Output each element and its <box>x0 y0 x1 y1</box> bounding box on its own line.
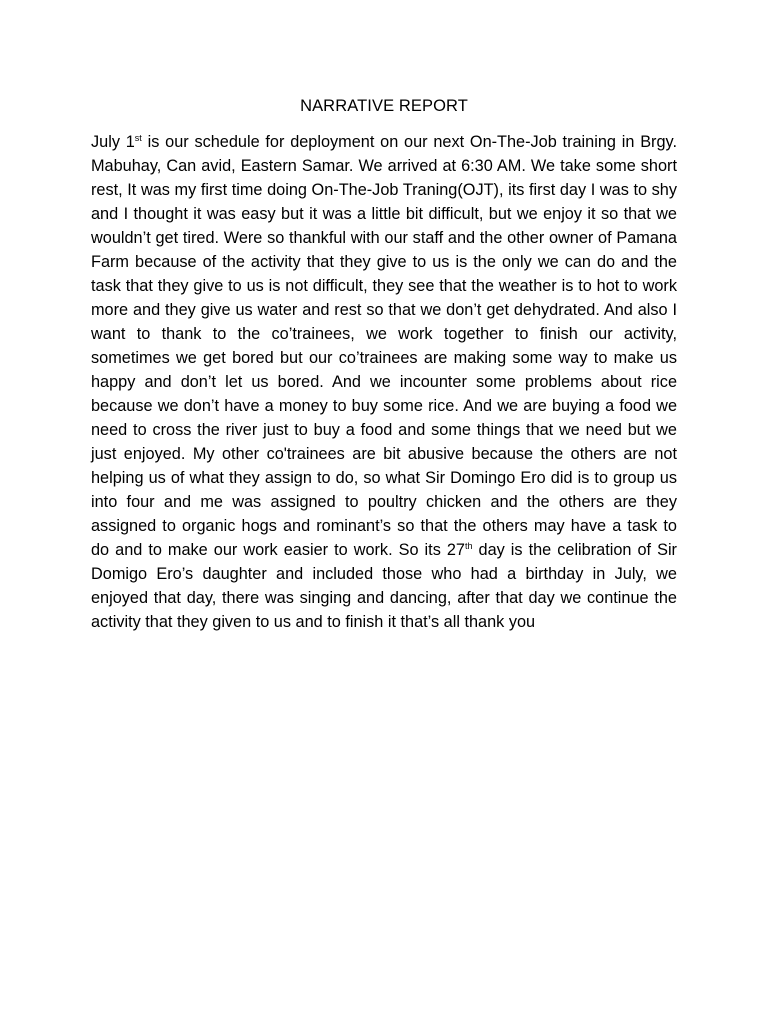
paragraph-text-part-2: is our schedule for deployment on our next On-The-Job training in Brgy. Mabuhay, Can avid, Eastern Samar. We arrived at 6:30 AM. We take some short rest, It was my first time doing On-The-Job Traning(OJT), its first day I was to shy and I thought it was easy but it was a little bit difficult, but we enjoy it so that we wouldn’t get tired. Were so thankful with our staff and the other owner of Pamana Farm because of the activity that they give to us is the only we can do and the task that they give to us is not difficult, they see that the weather is to hot to work more and they give us water and rest so that we don’t get dehydrated. And also I want to thank to the co’trainees, we work together to finish our activity, sometimes we get bored but our co’trainees are making some way to make us happy and don’t let us bored. And we incounter some problems about rice because we don’t have a money to buy some rice. And we are buying a food we need to cross the river just to buy a food and some things that we need but we just enjoyed. My other co'trainees are bit abusive because the others are not helping us of what they assign to do, so what Sir Domingo Ero did is to group us into four and me was assigned to poultry chicken and the others are they assigned to organic hogs and rominant’s so that the others may have a task to do and to make our work easier to work. So its 27 <box>91 133 677 559</box>
ordinal-suffix-st: st <box>134 133 142 143</box>
document-title: NARRATIVE REPORT <box>300 97 468 115</box>
narrative-paragraph <box>91 130 677 634</box>
paragraph-text-part-3: day is the celibration of Sir Domigo Ero’s daughter and included those who had a birthday in July, we enjoyed that day, there was singing and dancing, after that day we continue the activity that they given to us and to finish it that’s all thank you <box>91 541 677 631</box>
paragraph-text-part-1: July 1 <box>91 133 135 151</box>
ordinal-suffix-th: th <box>464 541 473 551</box>
